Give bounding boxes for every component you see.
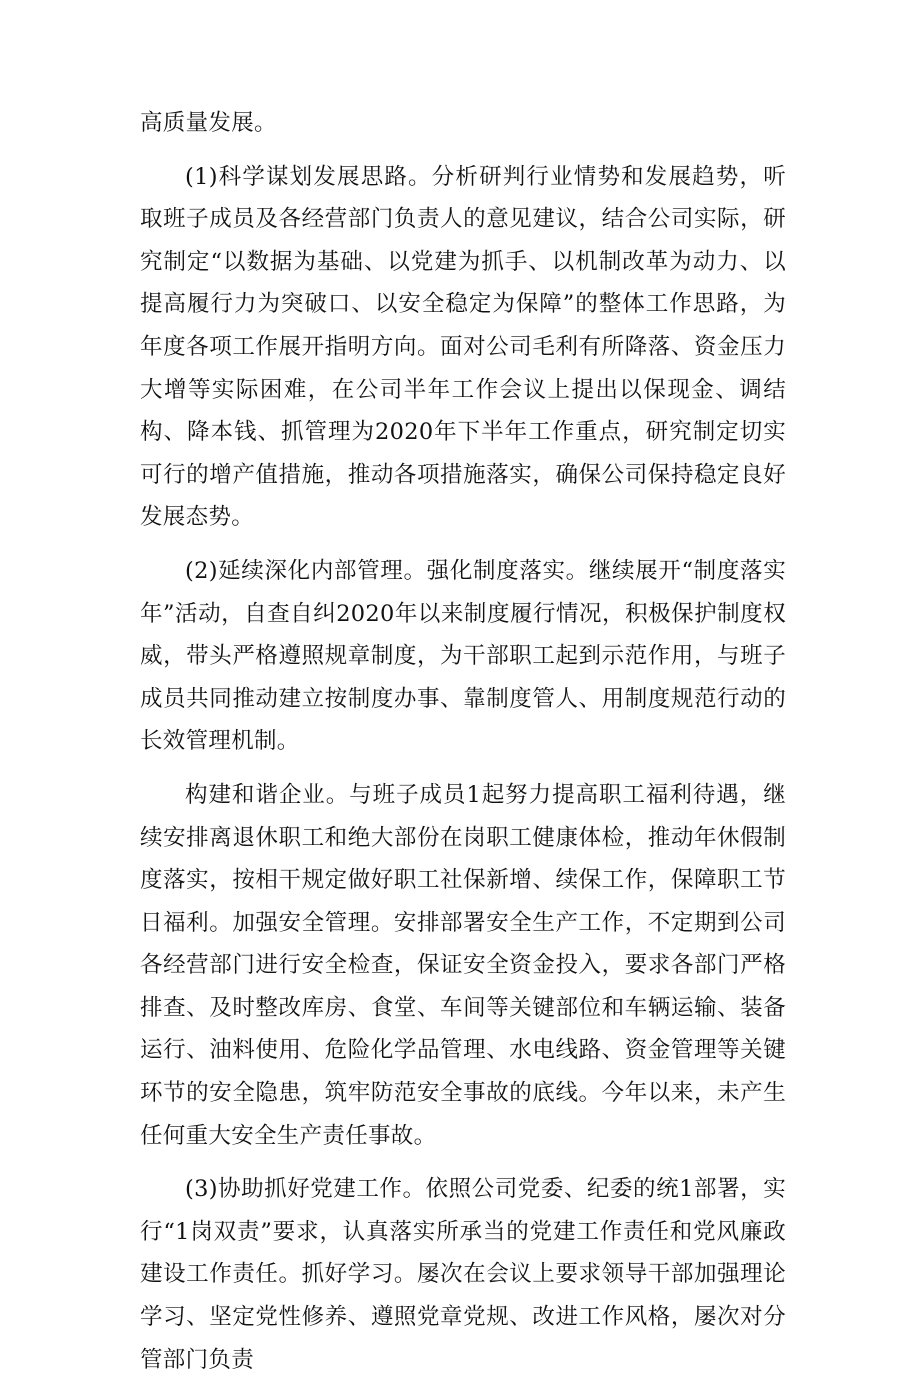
paragraph-internal-management: (2)延续深化内部管理。强化制度落实。继续展开“制度落实年”活动，自查自纠2020年以来制度履行情况，积极保护制度权威，带头严格遵照规章制度，为干部职工起到示范作用，与班子成员共同推动建立按制度办事、靠制度管人、用制度规范行动的长效管理机制。 bbox=[140, 557, 786, 755]
paragraph-continuation: 高质量发展。 bbox=[140, 110, 277, 136]
paragraph-party-building: (3)协助抓好党建工作。依照公司党委、纪委的统1部署，实行“1岗双责”要求，认真落实所承当的党建工作责任和党风廉政建设工作责任。抓好学习。屡次在会议上要求领导干部加强理论学习、坚定党性修养、遵照党章党规、改进工作风格，屡次对分管部门负责 bbox=[140, 1176, 786, 1373]
document-body bbox=[140, 102, 786, 1392]
paragraph-harmonious-enterprise: 构建和谐企业。与班子成员1起努力提高职工福利待遇，继续安排离退休职工和绝大部份在岗职工健康体检，推动年休假制度落实，按相干规定做好职工社保新增、续保工作，保障职工节日福利。加强安全管理。安排部署安全生产工作，不定期到公司各经营部门进行安全检查，保证安全资金投入，要求各部门严格排查、及时整改库房、食堂、车间等关键部位和车辆运输、装备运行、油料使用、危险化学品管理、水电线路、资金管理等关键环节的安全隐患，筑牢防范安全事故的底线。今年以来，未产生任何重大安全生产责任事故。 bbox=[140, 781, 786, 1149]
paragraph-development-strategy: (1)科学谋划发展思路。分析研判行业情势和发展趋势，听取班子成员及各经营部门负责人的意见建议，结合公司实际，研究制定“以数据为基础、以党建为抓手、以机制改革为动力、以提高履行力为突破口、以安全稳定为保障”的整体工作思路，为年度各项工作展开指明方向。面对公司毛利有所降落、资金压力大增等实际困难，在公司半年工作会议上提出以保现金、调结构、降本钱、抓管理为2020年下半年工作重点，研究制定切实可行的增产值措施，推动各项措施落实，确保公司保持稳定良好发展态势。 bbox=[140, 163, 786, 531]
